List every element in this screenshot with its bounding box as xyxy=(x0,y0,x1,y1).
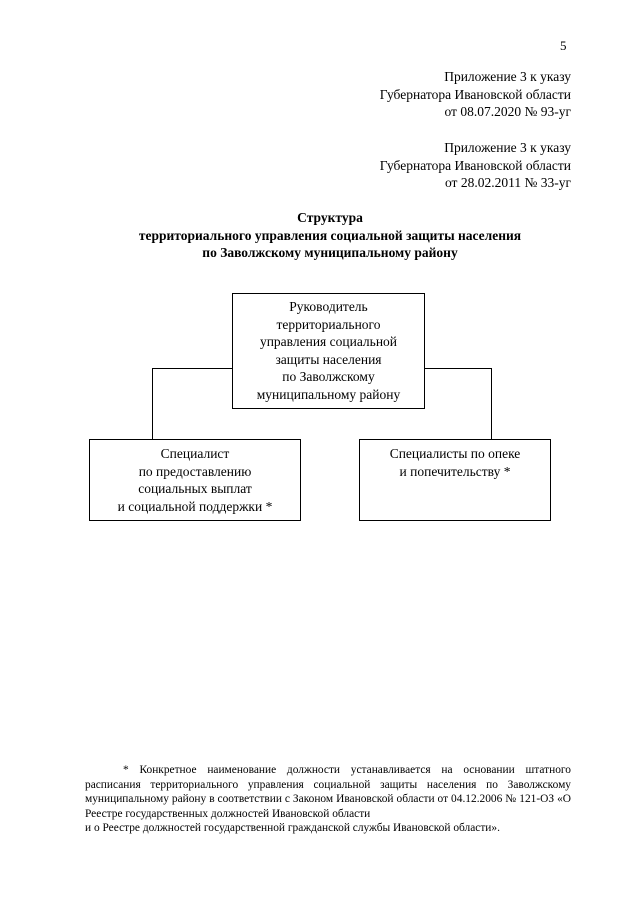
connector-left-horizontal xyxy=(152,368,232,369)
left-box-line: и социальной поддержки * xyxy=(117,498,273,514)
annex-original-line-2: Губернатора Ивановской области xyxy=(379,157,571,173)
head-line: Руководитель xyxy=(289,299,368,314)
annex-current-reference xyxy=(380,68,571,121)
title-line-1: Структура xyxy=(297,210,363,225)
right-box-line: Специалисты по опеке xyxy=(389,446,521,461)
left-box-line: социальных выплат xyxy=(138,481,252,496)
annex-current-line-2: Губернатора Ивановской области xyxy=(379,86,571,102)
connector-right-horizontal xyxy=(424,368,492,369)
title-line-2: территориального управления социальной защиты населения xyxy=(138,227,522,243)
document-title xyxy=(0,209,640,262)
connector-right-vertical xyxy=(491,368,492,439)
head-line: по Заволжскому xyxy=(282,369,375,384)
annex-original-line-1: Приложение 3 к указу xyxy=(444,140,571,155)
footnote-text: * Конкретное наименование должности устанавливается на основании штатного расписания территориального управления социальной защиты населения по Заволжскому муниципальному району в соответствии с Законом Ивановской области от 04.12.2006 № 121-ОЗ «О Реестре государственных должностей Ивановской области xyxy=(85,764,571,820)
annex-current-line-3: от 08.07.2020 № 93-уг xyxy=(444,104,571,119)
footnote-text-end: и о Реестре должностей государственной гражданской службы Ивановской области». xyxy=(85,822,500,834)
annex-original-line-3: от 28.02.2011 № 33-уг xyxy=(444,175,571,190)
title-line-3: по Заволжскому муниципальному району xyxy=(202,245,458,260)
head-line: управления социальной xyxy=(259,334,398,349)
head-line: муниципальному району xyxy=(256,386,401,402)
connector-left-vertical xyxy=(152,368,153,439)
head-line: территориального xyxy=(276,316,381,332)
guardianship-specialists-box xyxy=(359,439,551,521)
head-position-box xyxy=(232,293,425,409)
left-box-line: по предоставлению xyxy=(138,463,252,479)
left-box-line: Специалист xyxy=(160,446,230,461)
annex-current-line-1: Приложение 3 к указу xyxy=(444,69,571,84)
right-box-line: и попечительству * xyxy=(399,463,511,479)
annex-original-reference xyxy=(380,139,571,192)
page-number: 5 xyxy=(560,38,567,53)
social-payments-specialist-box xyxy=(89,439,301,521)
head-line: защиты населения xyxy=(275,351,382,367)
footnote xyxy=(85,763,571,836)
